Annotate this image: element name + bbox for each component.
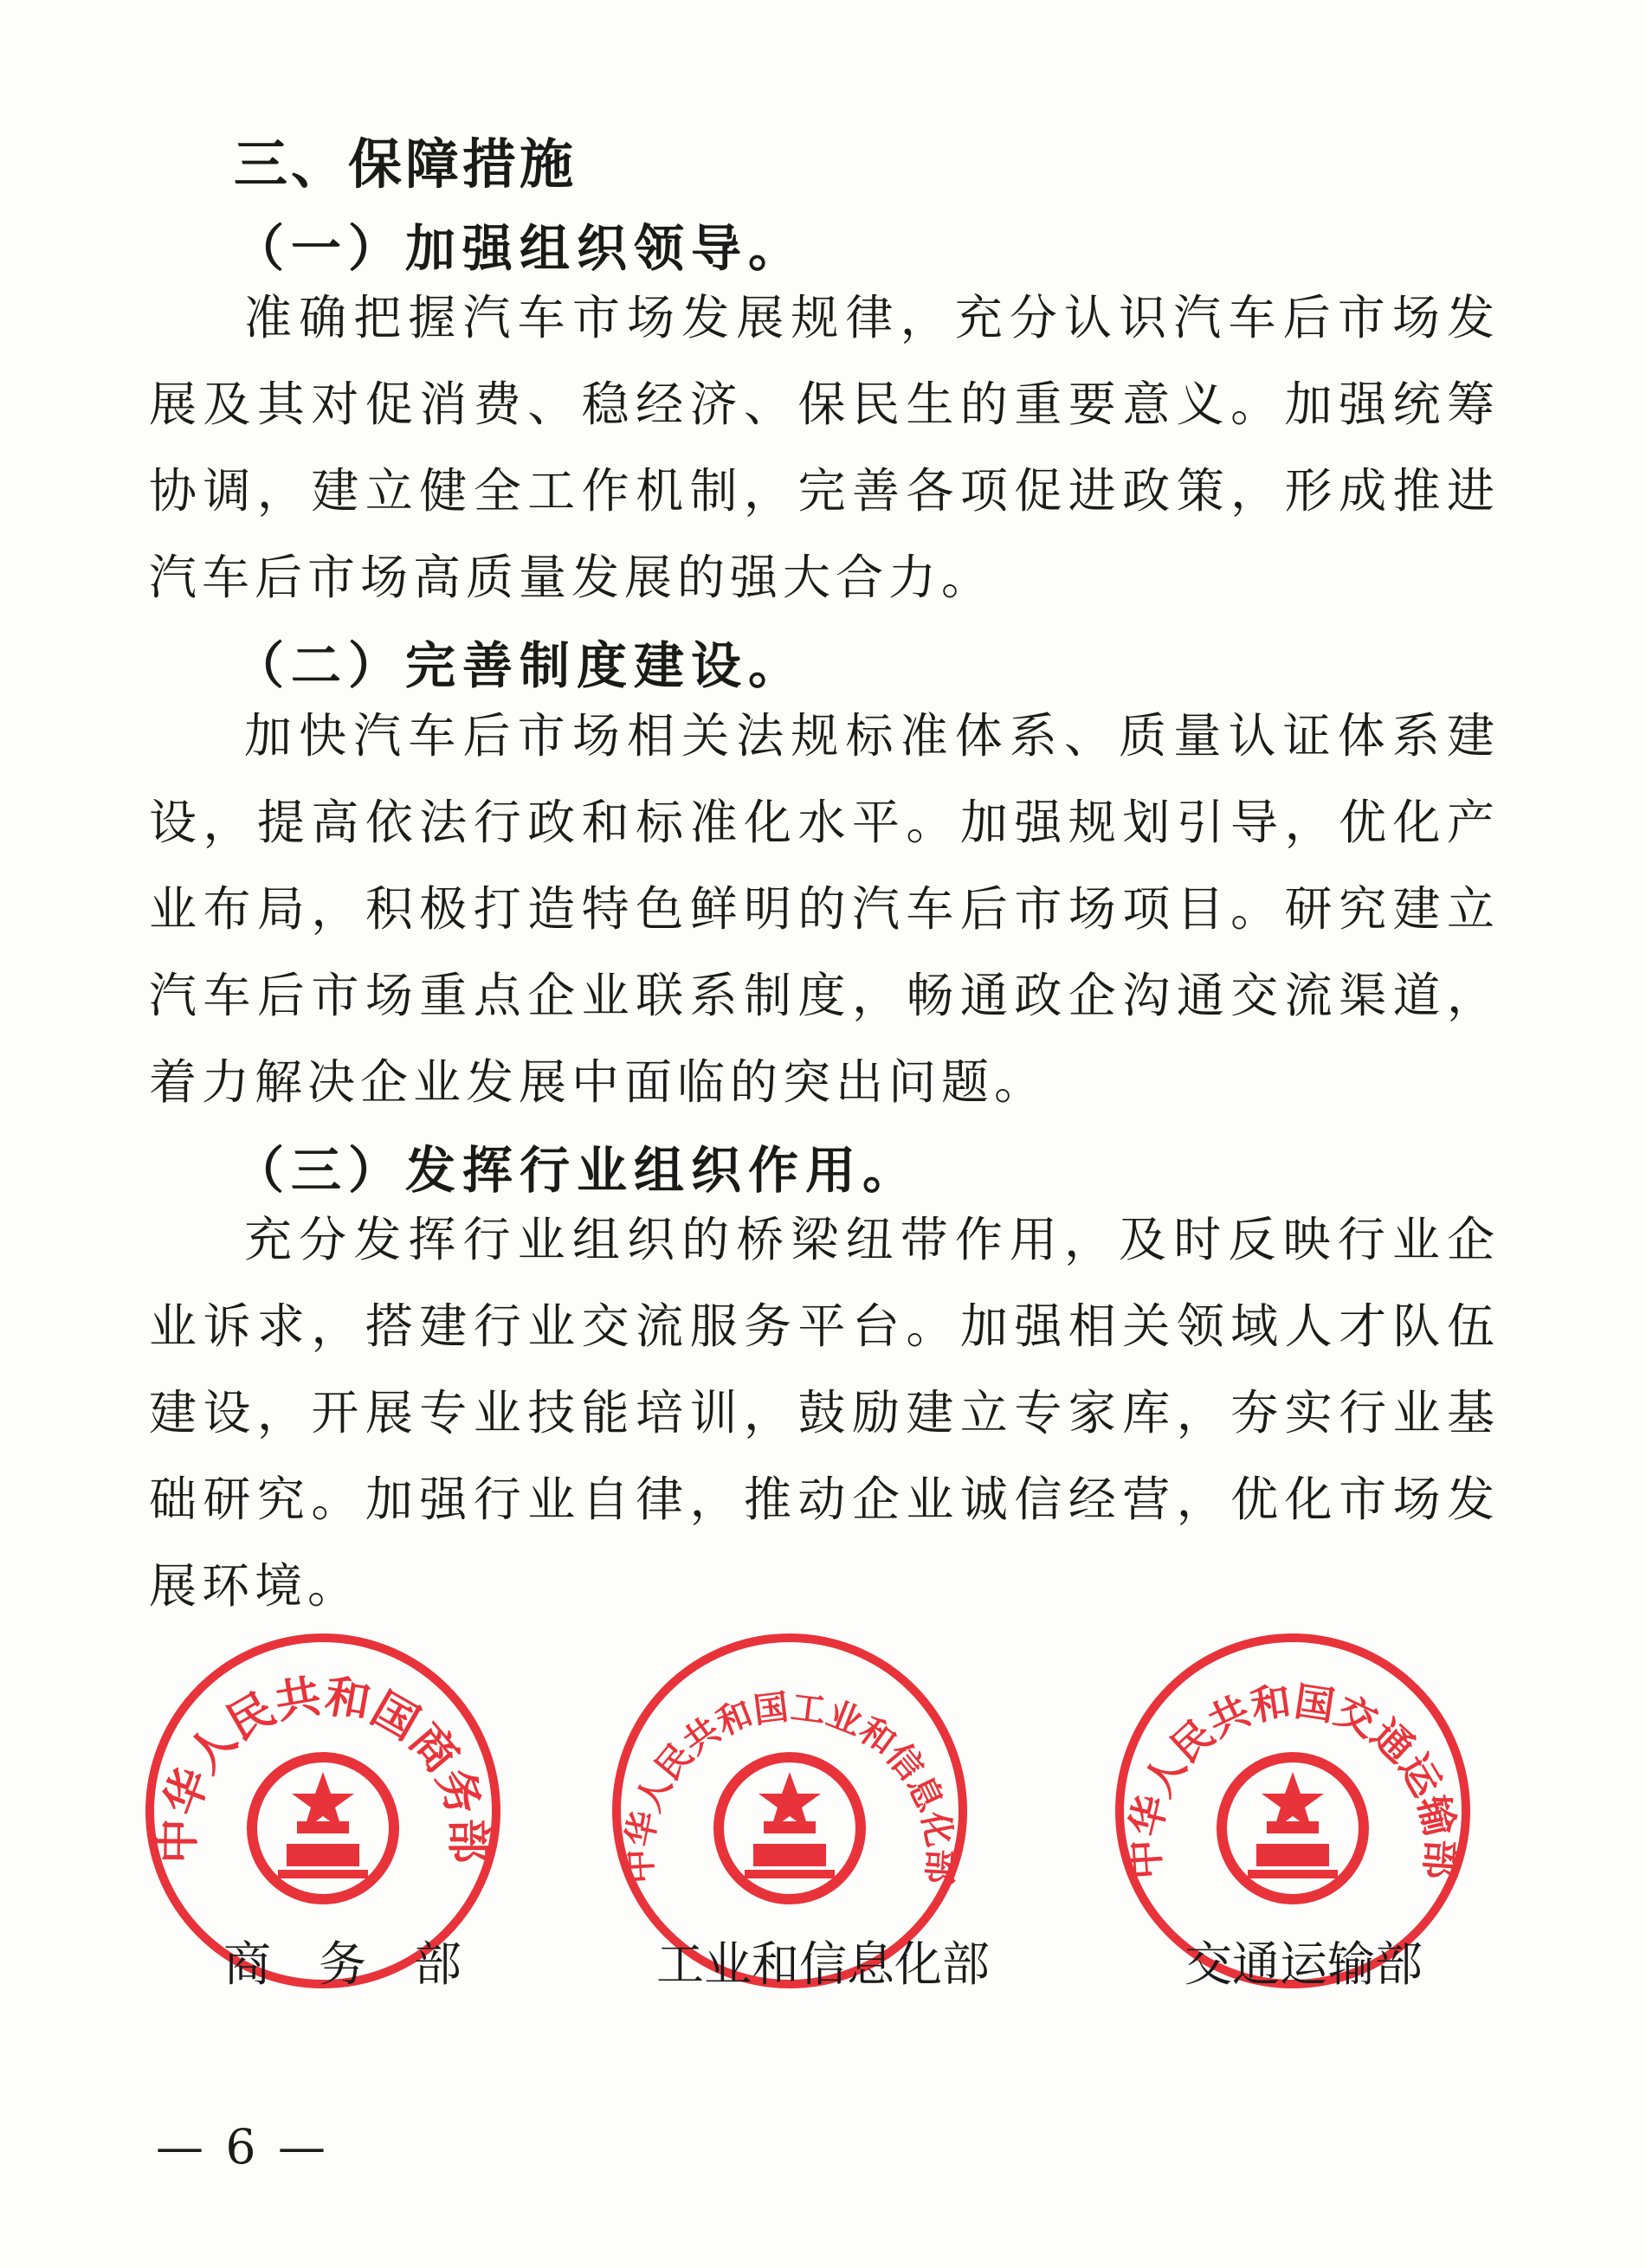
subsection-body-3: 充分发挥行业组织的桥梁纽带作用，及时反映行业企业诉求，搭建行业交流服务平台。加强相关领域人才队伍建设，开展专业技能培训，鼓励建立专家库，夯实行业基础研究。加强行业自律，推动企业诚信经营，优化市场发展环境。 (149, 1212, 1500, 1614)
subsection-heading-1: （一）加强组织领导。 (234, 219, 806, 278)
subsection-body-2: 加快汽车后市场相关法规标准体系、质量认证体系建设，提高依法行政和标准化水平。加强规划引导，优化产业布局，积极打造特色鲜明的汽车后市场项目。研究建立汽车后市场重点企业联系制度，畅通政企沟通交流渠道，着力解决企业发展中面临的突出问题。 (149, 708, 1500, 1110)
subsection-body-1: 准确把握汽车市场发展规律，充分认识汽车后市场发展及其对促消费、稳经济、保民生的重要意义。加强统筹协调，建立健全工作机制，完善各项促进政策，形成推进汽车后市场高质量发展的强大合力。 (149, 290, 1500, 605)
subsection-heading-3: （三）发挥行业组织作用。 (234, 1141, 920, 1200)
section-heading: 三、保障措施 (234, 132, 578, 196)
subsection-heading-2: （二）完善制度建设。 (234, 636, 806, 695)
signatory-transport: 交通运输部 (1184, 1936, 1423, 1992)
page-number: — 6 — (156, 2119, 329, 2175)
svg-text:中华人民共和国交通运输部: 中华人民共和国交通运输部 (1120, 1677, 1466, 1881)
signatory-miit: 工业和信息化部 (656, 1936, 991, 1992)
svg-text:中华人民共和国商务部: 中华人民共和国商务部 (152, 1670, 494, 1864)
svg-text:中华人民共和国工业和信息化部: 中华人民共和国工业和信息化部 (619, 1687, 960, 1885)
signatory-commerce: 商 务 部 (223, 1936, 462, 1992)
